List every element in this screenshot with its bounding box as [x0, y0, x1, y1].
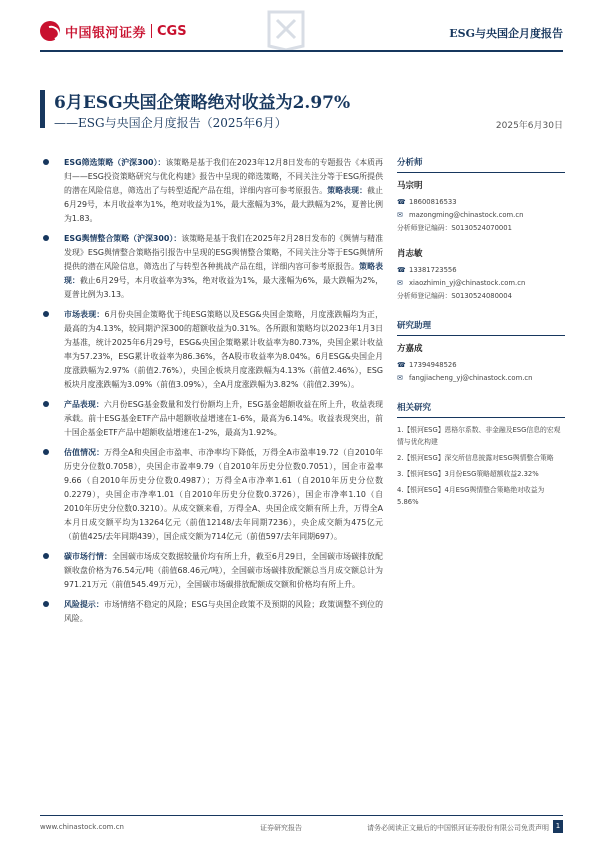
analyst-heading: 分析师 [397, 156, 565, 173]
bullet-icon [43, 235, 49, 241]
brand-logo-icon [40, 21, 60, 41]
brand-separator [151, 24, 152, 38]
summary-paragraph [40, 550, 383, 592]
footer-website-link[interactable]: www.chinastock.com.cn [40, 823, 124, 831]
related-report-link[interactable]: 3.【银河ESG】3月份ESG策略超额收益2.32% [397, 470, 539, 478]
summary-paragraph [40, 232, 383, 302]
title-accent-bar [40, 90, 45, 128]
assistant-phone-value: 17394948526 [409, 361, 457, 369]
analyst-cert: 分析师登记编码：S0130524070001 [397, 224, 512, 232]
paragraph-lead: 产品表现： [64, 400, 104, 409]
analyst-email-value[interactable]: xiaozhimin_yj@chinastock.com.cn [409, 279, 526, 287]
bullet-icon [43, 159, 49, 165]
bullet-icon [43, 601, 49, 607]
paragraph-lead-secondary: 策略表现： [64, 262, 383, 285]
summary-paragraph [40, 156, 383, 226]
report-title: 6月ESG央国企策略绝对收益为2.97% [54, 93, 351, 113]
phone-icon: ☎ [397, 361, 406, 369]
assistant-phone [397, 359, 565, 372]
report-date: 2025年6月30日 [495, 121, 563, 131]
paragraph-lead: ESG舆情整合策略（沪深300）： [64, 234, 182, 243]
summary-paragraph [40, 308, 383, 392]
bullet-icon [43, 401, 49, 407]
bullet-icon [43, 449, 49, 455]
paragraph-text-secondary: 截止6月29号，本月收益率为3%，绝对收益为1%，最大涨幅为6%，最大跌幅为2%，夏普比例为3.13。 [64, 276, 383, 299]
assistant-heading: 研究助理 [397, 319, 565, 336]
brand-name-cn: 中国银河证券 [65, 25, 147, 41]
analyst-cert: 分析师登记编码：S0130524080004 [397, 292, 512, 300]
phone-icon: ☎ [397, 198, 406, 206]
footer-divider [40, 815, 563, 816]
paragraph-text: 6月份央国企策略优于纯ESG策略以及ESG&央国企策略，月度涨跌幅均为正，最高的为4.13%，较同期沪深300的超额收益为0.31%。各所跟和策略均以2023年1月3日为基准，统计2025年6月29号，ESG&央国企策略累计收益率为80.73%，央国企累计收益率为57.23%，ESG累计收益率为86.36%，各A股市收益率为8.04%。6月ESG&央国企月度涨跌幅为2.97%（前值2.76%），央国企板块月度涨跌幅为4.13%（前值2.46%），ESG板块月度涨跌幅为3.09%（前值3.09%），全A月度涨跌幅为3.82%（前值2.39%）。 [64, 310, 383, 389]
paragraph-text: 六月份ESG基金数量和发行份额均上升，ESG基金超额收益在所上升，收益表现承载。前十ESG基金ETF产品中超额收益增速在1-6%，最高为6.14%。收益表现突出，前十国企基金ETF产品中超额收益增速在1-2%，最高为1.92%。 [64, 400, 383, 437]
report-subtitle: ——ESG与央国企月度报告（2025年6月） [54, 116, 287, 130]
brand-logo [40, 20, 187, 42]
analyst-name: 马宗明 [397, 181, 423, 191]
footer-disclaimer: 请务必阅读正文最后的中国银河证券股份有限公司免责声明 [367, 824, 549, 832]
page-number: 1 [553, 820, 563, 833]
email-icon: ✉ [397, 211, 403, 219]
related-report-link[interactable]: 4.【银河ESG】4月ESG舆情整合策略绝对收益为5.86% [397, 486, 545, 506]
paragraph-text: 该策略是基于我们在2023年12月8日发布的专题报告《本质再归——ESG投资策略研究与优化构建》报告中呈现的筛选策略，不同关注分等于ESG所提供的潜在风险信息，筛选出了与转型适配产品在组，详细内容可参考原报告。 [64, 158, 383, 195]
analyst-phone [397, 264, 565, 277]
bullet-icon [43, 311, 49, 317]
analyst-phone [397, 196, 565, 209]
footer-report-type: 证券研究报告 [260, 824, 302, 832]
watermark-logo-icon [265, 8, 307, 52]
summary-paragraph [40, 398, 383, 440]
analyst-phone-value: 18600816533 [409, 198, 457, 206]
main-content [40, 156, 383, 632]
header-divider [40, 50, 563, 52]
related-heading: 相关研究 [397, 401, 565, 418]
phone-icon: ☎ [397, 266, 406, 274]
paragraph-lead-secondary: 策略表现： [327, 186, 368, 195]
report-series-label: ESG与央国企月度报告 [449, 27, 563, 40]
paragraph-lead: 估值情况： [64, 448, 105, 457]
paragraph-text: 该策略是基于我们在2025年2月28日发布的《舆情与精准发现》ESG舆情整合策略指引报告中呈现的ESG舆情整合策略，不同关注分等于ESG舆情所提供的潜在风险信息，筛选出了与转型各种挑战产品在组，详细内容可参考原报告。 [64, 234, 383, 271]
sidebar [397, 156, 565, 512]
assistant-email[interactable] [397, 372, 565, 385]
paragraph-lead: 市场表现： [64, 310, 105, 319]
paragraph-lead: 碳市场行情： [64, 552, 112, 561]
assistant-name: 方嘉成 [397, 344, 423, 354]
analyst-name: 肖志敏 [397, 249, 423, 259]
paragraph-text: 全国碳市场成交数据较量价均有所上升，截至6月29日，全国碳市场碳排放配额收盘价格为76.54元/吨（前值68.46元/吨），全国碳市场碳排放配额总当月成交额总计为971.21万元（前值545.49万元），全国碳市场碳排放配额成交额和价格均有所上升。 [64, 552, 383, 589]
paragraph-lead: 风险提示： [64, 600, 104, 609]
assistant-email-value[interactable]: fangjiacheng_yj@chinastock.com.cn [409, 374, 533, 382]
analyst-email[interactable] [397, 209, 565, 222]
summary-paragraph [40, 598, 383, 626]
analyst-phone-value: 13381723556 [409, 266, 457, 274]
analyst-email[interactable] [397, 277, 565, 290]
brand-name-en: CGS [157, 23, 187, 39]
bullet-icon [43, 553, 49, 559]
analyst-email-value[interactable]: mazongming@chinastock.com.cn [409, 211, 524, 219]
related-report-link[interactable]: 1.【银河ESG】恩格尔系数、非金融及ESG信息的宏观情与优化构建 [397, 426, 561, 446]
paragraph-text-secondary: 截止6月29号，本月收益率为1%，绝对收益为1%，最大涨幅为3%，最大跌幅为2%，夏普比例为1.83。 [64, 186, 383, 223]
paragraph-text: 市场情绪不稳定的风险；ESG与央国企政策不及预期的风险；政策调整不到位的风险。 [64, 600, 383, 623]
email-icon: ✉ [397, 374, 403, 382]
paragraph-lead: ESG筛选策略（沪深300）： [64, 158, 166, 167]
paragraph-text: 万得全A和央国企市盈率、市净率均下降低，万得全A市盈率19.72（自2010年历史分位数0.7058），央国企市盈率9.79（自2010年历史分位数0.7051），国企市盈率9.66（自2010年历史分位数0.4987）；万得全A市净率1.61（自2010年历史分位数0.2279），央国企市净率1.01（自2010年历史分位数0.3726），国企市净率1.10（自2010年历史分位数0.3210）。从成交额来看，万得全A、央国企成交额有所上升，万得全A本月日成交额平均为13264亿元（前值12148/去年同期7236），央企成交额为475亿元（前值425/去年同期439），国企成交额为714亿元（前值597/去年同期697）。 [64, 448, 383, 541]
summary-paragraph [40, 446, 383, 544]
related-report-link[interactable]: 2.【银河ESG】深交所信息披露对ESG舆情整合策略 [397, 454, 554, 462]
email-icon: ✉ [397, 279, 403, 287]
